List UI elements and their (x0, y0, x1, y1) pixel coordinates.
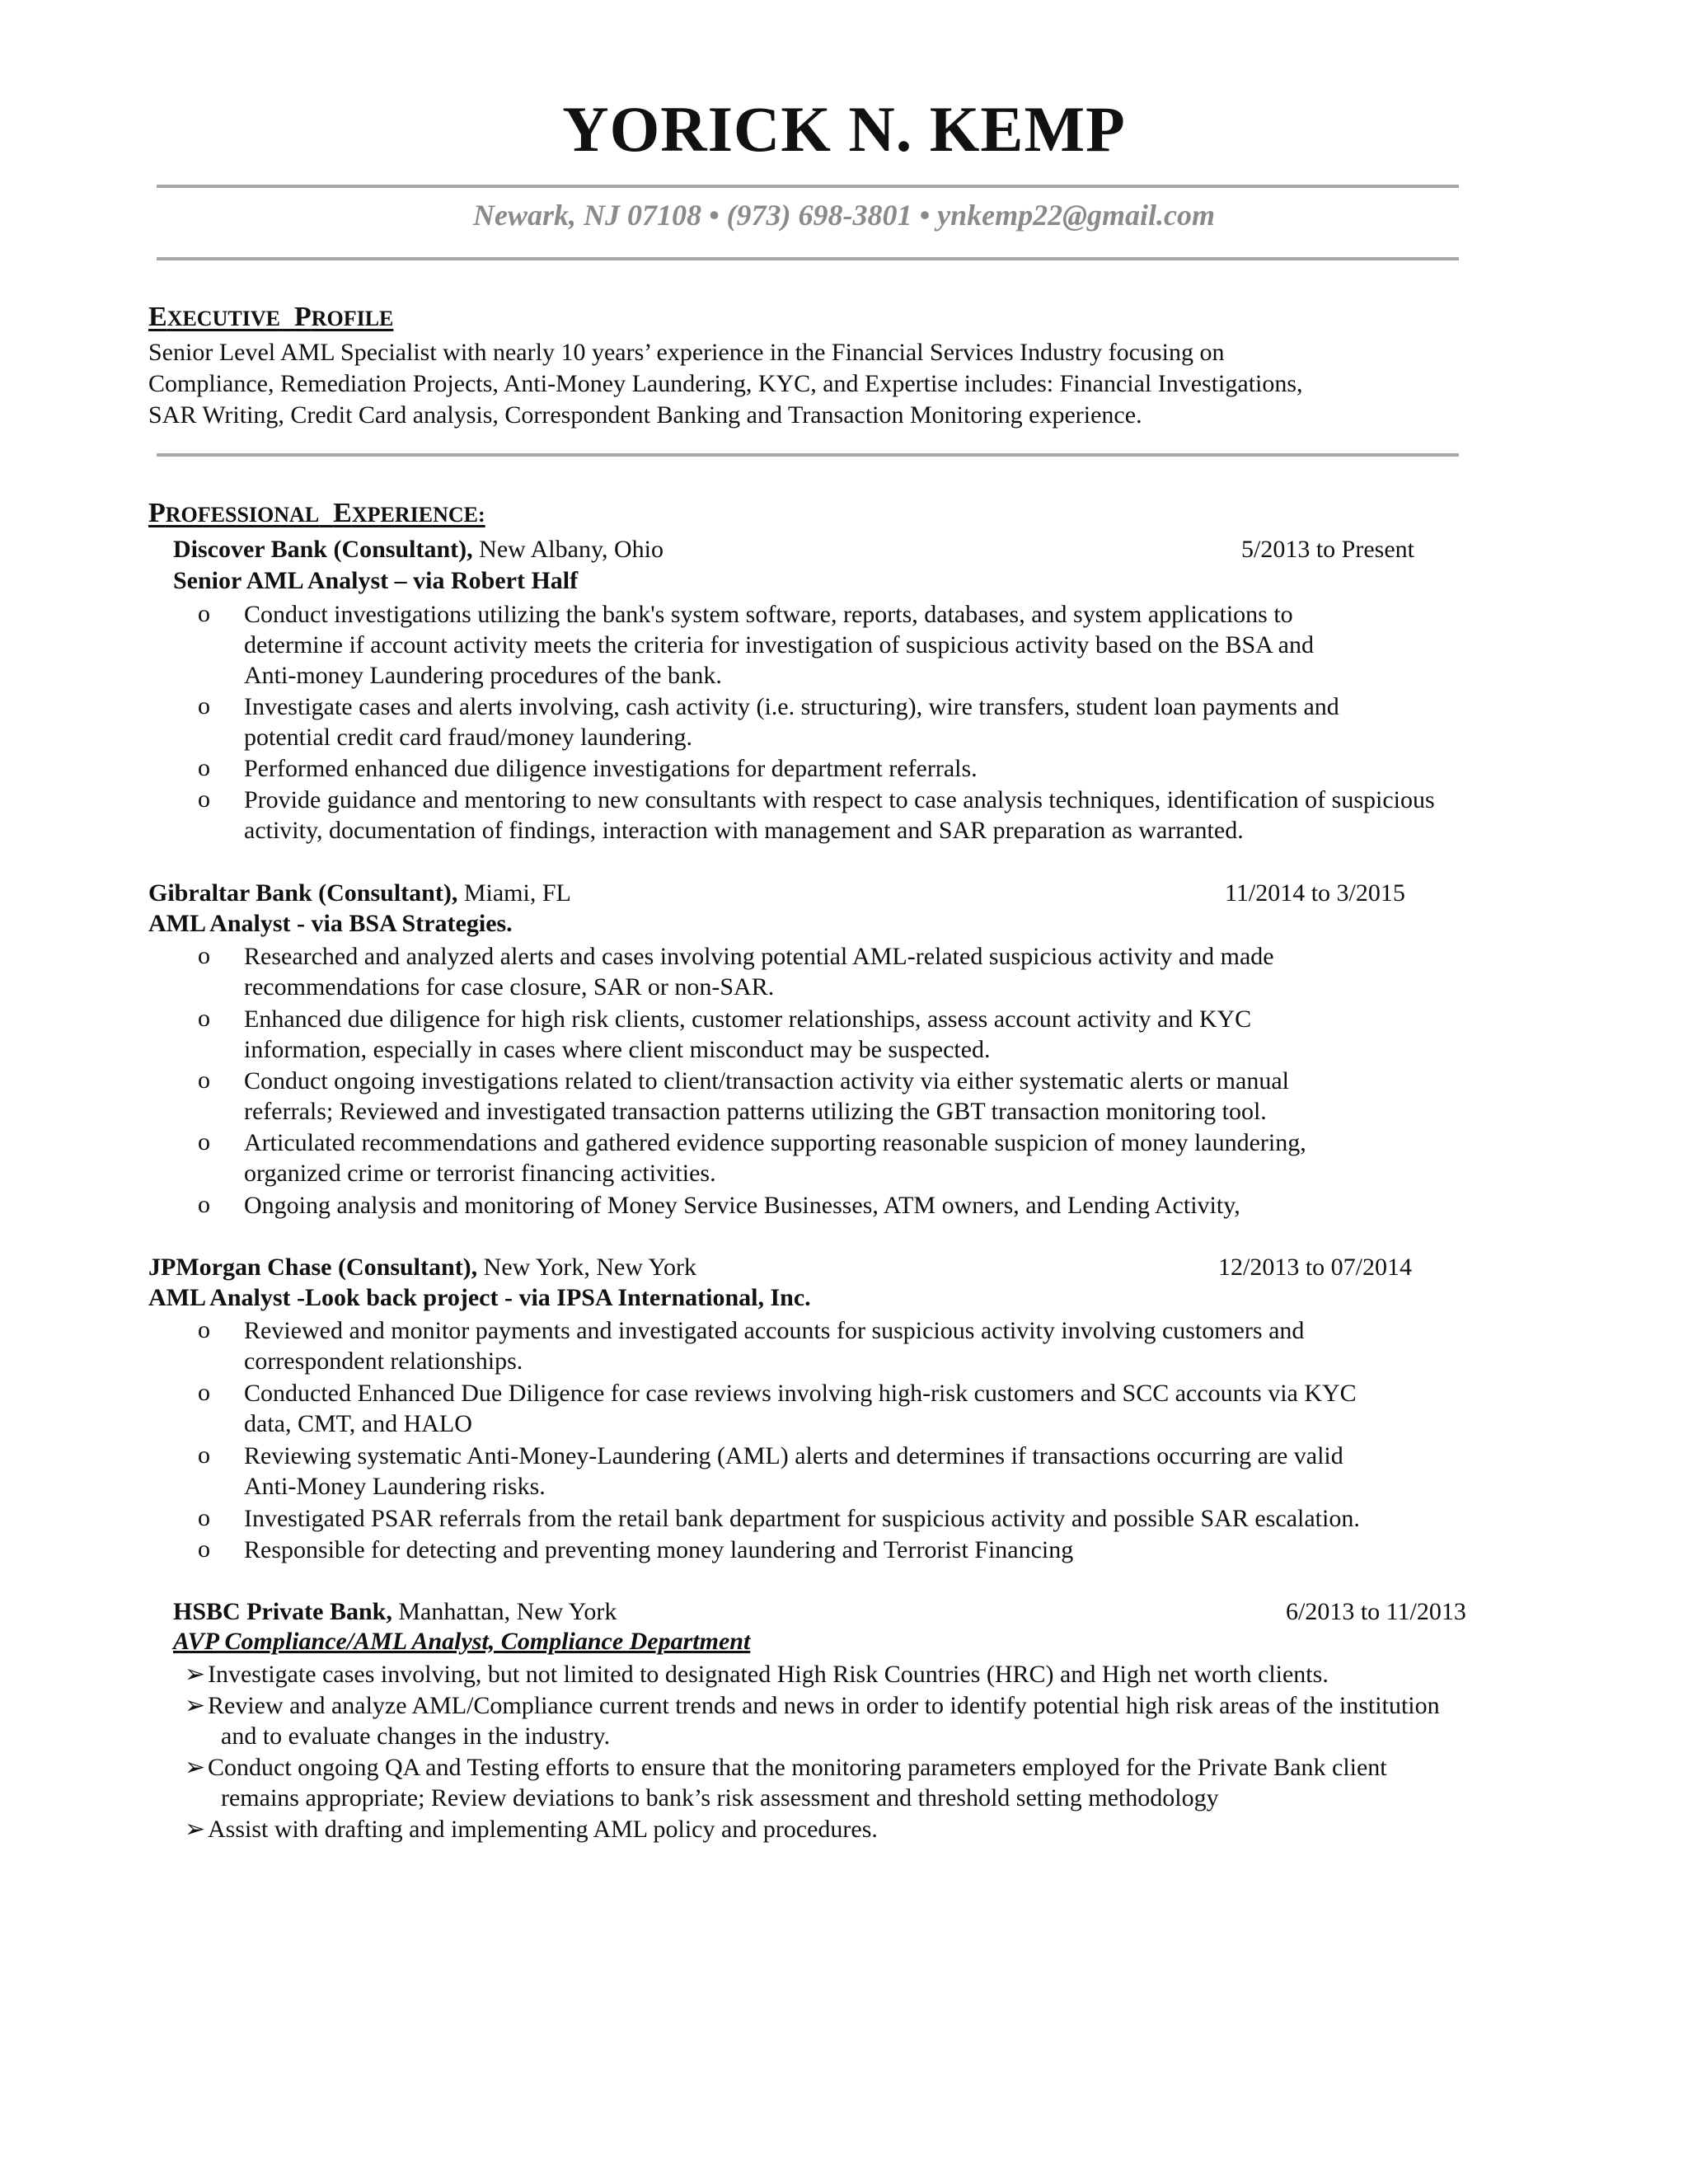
bullet-text: Enhanced due diligence for high risk clients, customer relationships, assess account activity and KYC (244, 1005, 1252, 1033)
bullet-text: Investigate cases involving, but not limited to designated High Risk Countries (HRC) and High net worth clients. (208, 1661, 1329, 1688)
job-header-discover: Discover Bank (Consultant), New Albany, Ohio (173, 536, 664, 563)
bullet-text: Responsible for detecting and preventing money laundering and Terrorist Financing (244, 1536, 1074, 1563)
bullet-text: Conduct investigations utilizing the bank's system software, reports, databases, and system applications to (244, 601, 1293, 628)
job-header-jpmorgan: JPMorgan Chase (Consultant), New York, New York (148, 1254, 697, 1281)
candidate-name: YORICK N. KEMP (562, 93, 1126, 165)
job-dates: 5/2013 to Present (1241, 536, 1414, 563)
bullet-text: referrals; Reviewed and investigated transaction patterns utilizing the GBT transaction monitoring tool. (244, 1098, 1267, 1125)
bullet-text: Ongoing analysis and monitoring of Money Service Businesses, ATM owners, and Lending Activity, (244, 1192, 1240, 1219)
bullet-text: Anti-Money Laundering risks. (244, 1473, 546, 1500)
bullet-marker: o (198, 1316, 210, 1343)
arrow-bullet-icon: ➢ (185, 1692, 206, 1719)
bullet-text: Anti-money Laundering procedures of the bank. (244, 662, 722, 689)
header-rule-top (157, 185, 1459, 188)
bullet-text: Conducted Enhanced Due Diligence for case reviews involving high-risk customers and SCC accounts via KYC (244, 1380, 1357, 1407)
bullet-text: Investigated PSAR referrals from the retail bank department for suspicious activity and possible SAR escalation. (244, 1505, 1360, 1532)
bullet-text: organized crime or terrorist financing activities. (244, 1160, 716, 1187)
bullet-text: Articulated recommendations and gathered evidence supporting reasonable suspicion of money laundering, (244, 1129, 1306, 1156)
profile-line-1: Senior Level AML Specialist with nearly 10 years’ experience in the Financial Services Industry focusing on (148, 339, 1225, 366)
bullet-text: recommendations for case closure, SAR or non-SAR. (244, 973, 775, 1001)
bullet-text: Conduct ongoing investigations related to client/transaction activity via either systematic alerts or manual (244, 1067, 1289, 1094)
bullet-marker: o (198, 1379, 210, 1406)
job-dates: 6/2013 to 11/2013 (1286, 1598, 1466, 1625)
bullet-text: correspondent relationships. (244, 1347, 523, 1375)
section-title-executive-profile: EXECUTIVE PROFILE (148, 302, 394, 332)
bullet-text: and to evaluate changes in the industry. (221, 1722, 611, 1750)
bullet-text: Provide guidance and mentoring to new consultants with respect to case analysis techniques, identification of suspicious (244, 786, 1435, 813)
arrow-bullet-icon: ➢ (185, 1816, 206, 1843)
bullet-text: Researched and analyzed alerts and cases involving potential AML-related suspicious activity and made (244, 943, 1274, 970)
bullet-marker: o (198, 754, 210, 781)
job-role: AML Analyst - via BSA Strategies. (148, 910, 513, 937)
bullet-marker: o (198, 1191, 210, 1218)
bullet-text: determine if account activity meets the criteria for investigation of suspicious activity based on the BSA and (244, 631, 1314, 658)
bullet-text: data, CMT, and HALO (244, 1410, 472, 1437)
bullet-marker: o (198, 785, 210, 813)
bullet-text: Reviewing systematic Anti-Money-Laundering (AML) alerts and determines if transactions occurring are valid (244, 1442, 1343, 1469)
bullet-marker: o (198, 1066, 210, 1094)
job-role: AVP Compliance/AML Analyst, Compliance Department (173, 1628, 751, 1655)
job-dates: 11/2014 to 3/2015 (1225, 879, 1405, 907)
profile-line-3: SAR Writing, Credit Card analysis, Correspondent Banking and Transaction Monitoring experience. (148, 401, 1142, 429)
bullet-text: activity, documentation of findings, interaction with management and SAR preparation as warranted. (244, 817, 1244, 844)
header-rule-bottom (157, 257, 1459, 260)
bullet-text: information, especially in cases where client misconduct may be suspected. (244, 1036, 991, 1063)
section-title-professional-experience: PROFESSIONAL EXPERIENCE: (148, 498, 485, 528)
job-header-gibraltar: Gibraltar Bank (Consultant), Miami, FL (148, 879, 571, 907)
bullet-text: remains appropriate; Review deviations to bank’s risk assessment and threshold setting methodology (221, 1784, 1219, 1811)
bullet-marker: o (198, 1441, 210, 1469)
arrow-bullet-icon: ➢ (185, 1661, 206, 1688)
contact-info: Newark, NJ 07108 • (973) 698-3801 • ynkemp22@gmail.com (472, 199, 1216, 232)
arrow-bullet-icon: ➢ (185, 1754, 206, 1781)
bullet-text: Reviewed and monitor payments and investigated accounts for suspicious activity involving customers and (244, 1317, 1305, 1344)
bullet-marker: o (198, 1005, 210, 1032)
bullet-text: Assist with drafting and implementing AML policy and procedures. (208, 1816, 878, 1843)
job-role: AML Analyst -Look back project - via IPSA International, Inc. (148, 1284, 811, 1311)
bullet-text: Review and analyze AML/Compliance current trends and news in order to identify potential high risk areas of the institution (208, 1692, 1440, 1719)
job-header-hsbc: HSBC Private Bank, Manhattan, New York (173, 1598, 617, 1625)
bullet-marker: o (198, 1504, 210, 1531)
bullet-marker: o (198, 1128, 210, 1155)
bullet-marker: o (198, 1535, 210, 1563)
profile-line-2: Compliance, Remediation Projects, Anti-Money Laundering, KYC, and Expertise includes: Financial Investigations, (148, 370, 1303, 397)
bullet-marker: o (198, 692, 210, 719)
bullet-marker: o (198, 600, 210, 627)
bullet-text: Performed enhanced due diligence investigations for department referrals. (244, 755, 978, 782)
job-role: Senior AML Analyst – via Robert Half (173, 567, 579, 594)
job-dates: 12/2013 to 07/2014 (1218, 1254, 1413, 1281)
bullet-text: Investigate cases and alerts involving, cash activity (i.e. structuring), wire transfers, student loan payments and (244, 693, 1339, 720)
section-rule (157, 453, 1459, 457)
bullet-text: Conduct ongoing QA and Testing efforts to ensure that the monitoring parameters employed for the Private Bank client (208, 1754, 1387, 1781)
bullet-marker: o (198, 942, 210, 969)
bullet-text: potential credit card fraud/money laundering. (244, 724, 692, 751)
